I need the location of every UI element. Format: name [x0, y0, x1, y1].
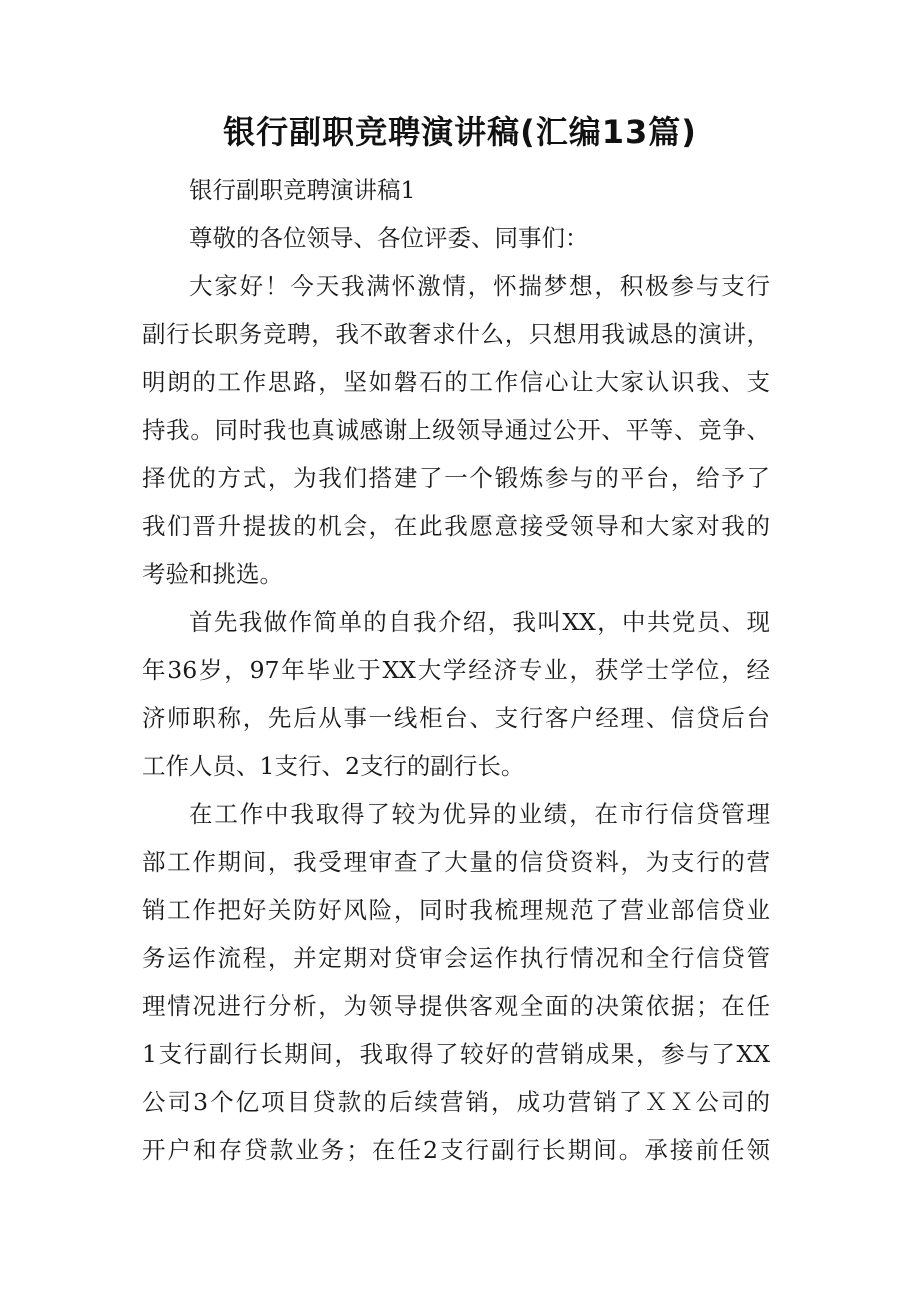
paragraph-line: 工作人员、1支行、2支行的副行长。	[142, 752, 525, 780]
paragraph-salutation	[142, 214, 770, 262]
paragraph-line: 销工作把好关防好风险，同时我梳理规范了营业部信贷业	[142, 896, 770, 924]
paragraph-achievements	[142, 790, 770, 1174]
paragraph-line: 开户和存贷款业务；在任2支行副行长期间。承接前任领	[142, 1136, 770, 1164]
paragraph-line: 择优的方式，为我们搭建了一个锻炼参与的平台，给予了	[142, 464, 770, 492]
paragraph-introduction	[142, 598, 770, 790]
paragraph-line: 大家好！今天我满怀激情，怀揣梦想，积极参与支行	[189, 272, 770, 300]
paragraph-heading	[142, 166, 770, 214]
paragraph-line: 明朗的工作思路，坚如磐石的工作信心让大家认识我、支	[142, 368, 770, 396]
paragraph-line: 务运作流程，并定期对贷审会运作执行情况和全行信贷管	[142, 944, 770, 972]
paragraph-line: 在工作中我取得了较为优异的业绩，在市行信贷管理	[189, 800, 770, 828]
paragraph-line: 理情况进行分析，为领导提供客观全面的决策依据；在任	[142, 992, 770, 1020]
paragraph-line: 副行长职务竞聘，我不敢奢求什么，只想用我诚恳的演讲，	[142, 320, 770, 348]
paragraph-line: 首先我做作简单的自我介绍，我叫XX，中共党员、现	[189, 608, 770, 636]
paragraph-line: 银行副职竞聘演讲稿1	[189, 176, 416, 204]
paragraph-line: 考验和挑选。	[142, 560, 283, 588]
paragraph-line: 济师职称，先后从事一线柜台、支行客户经理、信贷后台	[142, 704, 770, 732]
paragraph-greeting	[142, 262, 770, 598]
paragraph-line: 年36岁，97年毕业于XX大学经济专业，获学士学位，经	[142, 656, 770, 684]
document-title: 银行副职竞聘演讲稿(汇编13篇)	[223, 113, 697, 151]
paragraph-line: 公司3个亿项目贷款的后续营销，成功营销了ＸＸ公司的	[142, 1088, 770, 1116]
paragraph-line: 我们晋升提拔的机会，在此我愿意接受领导和大家对我的	[142, 512, 770, 540]
paragraph-line: 部工作期间，我受理审查了大量的信贷资料，为支行的营	[142, 848, 770, 876]
document-body	[142, 166, 770, 1174]
paragraph-line: 尊敬的各位领导、各位评委、同事们：	[189, 224, 589, 252]
paragraph-line: 1支行副行长期间，我取得了较好的营销成果，参与了XX	[142, 1040, 770, 1068]
paragraph-line: 持我。同时我也真诚感谢上级领导通过公开、平等、竞争、	[142, 416, 770, 444]
